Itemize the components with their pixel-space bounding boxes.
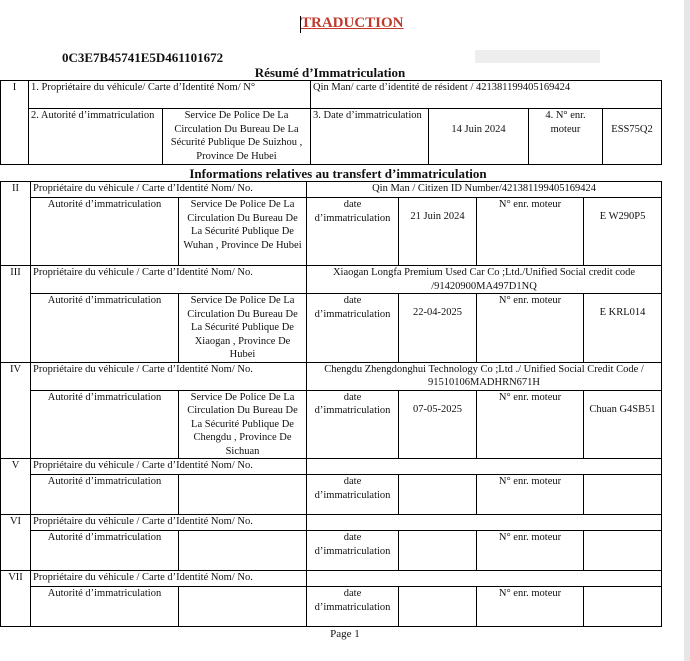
transfer-heading: Informations relatives au transfert d’immatriculation [189,166,487,181]
owner-label: 1. Propriétaire du véhicule/ Carte d’Identité Nom/ N° [29,81,311,109]
owner-label: Propriétaire du véhicule / Carte d’Identité Nom/ No. [31,266,307,294]
section-roman: VII [1,571,31,627]
transfer-detail-row [1,587,662,627]
engine-value [584,531,662,571]
date-label: date d’immatriculation [307,198,399,266]
date-value [399,475,477,515]
transfer-owner-row [1,571,662,587]
engine-value: ESS75Q2 [603,109,662,165]
transfer-table [0,181,662,627]
engine-value [584,587,662,627]
section-roman: V [1,459,31,515]
transfer-owner-row [1,459,662,475]
owner-value: Qin Man / Citizen ID Number/421381199405169424 [307,182,662,198]
transfer-owner-row [1,362,662,390]
section-roman: IV [1,362,31,459]
reference-id: 0C3E7B45741E5D461101672 [62,50,224,65]
owner-label: Propriétaire du véhicule / Carte d’Identité Nom/ No. [31,515,307,531]
date-label: date d’immatriculation [307,294,399,363]
owner-label: Propriétaire du véhicule / Carte d’Identité Nom/ No. [31,571,307,587]
owner-value: Xiaogan Longfa Premium Used Car Co ;Ltd./Unified Social credit code /91420900MA497D1NQ [307,266,662,294]
authority-label: Autorité d’immatriculation [31,587,179,627]
date-label: date d’immatriculation [307,587,399,627]
owner-value [307,459,662,475]
authority-value [179,531,307,571]
engine-value: Chuan G4SB51 [584,390,662,459]
authority-value [179,475,307,515]
transfer-detail-row [1,198,662,266]
date-value [399,531,477,571]
scrollbar[interactable] [684,0,690,661]
section-roman: VI [1,515,31,571]
owner-label: Propriétaire du véhicule / Carte d’Identité Nom/ No. [31,362,307,390]
authority-label: Autorité d’immatriculation [31,198,179,266]
transfer-detail-row [1,531,662,571]
engine-label: N° enr. moteur [477,198,584,266]
date-label: 3. Date d’immatriculation [311,109,429,165]
authority-label: Autorité d’immatriculation [31,390,179,459]
transfer-owner-row [1,266,662,294]
authority-value [179,587,307,627]
transfer-owner-row [1,515,662,531]
transfer-owner-row [1,182,662,198]
highlight-box [475,50,600,63]
date-value [399,587,477,627]
transfer-detail-row [1,390,662,459]
authority-value: Service De Police De La Circulation Du Bureau De La Sécurité Publique De Suizhou , Province De Hubei [163,109,311,165]
date-value: 22-04-2025 [399,294,477,363]
engine-label: N° enr. moteur [477,475,584,515]
authority-value: Service De Police De La Circulation Du Bureau De La Sécurité Publique De Chengdu , Province De Sichuan [179,390,307,459]
section-roman: II [1,182,31,266]
authority-label: Autorité d’immatriculation [31,531,179,571]
section-roman: III [1,266,31,363]
date-label: date d’immatriculation [307,475,399,515]
page-number: Page 1 [330,628,360,640]
authority-label: 2. Autorité d’immatriculation [29,109,163,165]
engine-label: N° enr. moteur [477,587,584,627]
owner-value: Qin Man/ carte d’identité de résident / 421381199405169424 [311,81,662,109]
engine-label: N° enr. moteur [477,294,584,363]
date-value: 21 Juin 2024 [399,198,477,266]
summary-table [0,80,662,165]
authority-label: Autorité d’immatriculation [31,475,179,515]
engine-label: 4. N° enr. moteur [529,109,603,165]
date-label: date d’immatriculation [307,531,399,571]
engine-label: N° enr. moteur [477,531,584,571]
owner-value [307,515,662,531]
date-label: date d’immatriculation [307,390,399,459]
transfer-detail-row [1,475,662,515]
summary-heading: Résumé d’Immatriculation [254,65,406,80]
owner-label: Propriétaire du véhicule / Carte d’Identité Nom/ No. [31,459,307,475]
authority-label: Autorité d’immatriculation [31,294,179,363]
owner-value [307,571,662,587]
engine-value: E W290P5 [584,198,662,266]
transfer-detail-row [1,294,662,363]
owner-value: Chengdu Zhengdonghui Technology Co ;Ltd ./ Unified Social Credit Code / 91510106MADHRN671H [307,362,662,390]
authority-value: Service De Police De La Circulation Du Bureau De La Sécurité Publique De Xiaogan , Province De Hubei [179,294,307,363]
engine-label: N° enr. moteur [477,390,584,459]
authority-value: Service De Police De La Circulation Du Bureau De La Sécurité Publique De Wuhan , Province De Hubei [179,198,307,266]
document-title: TRADUCTION [301,15,404,31]
owner-label: Propriétaire du véhicule / Carte d’Identité Nom/ No. [31,182,307,198]
date-value: 07-05-2025 [399,390,477,459]
engine-value [584,475,662,515]
date-value: 14 Juin 2024 [429,109,529,165]
engine-value: E KRL014 [584,294,662,363]
section-roman: I [1,81,29,165]
